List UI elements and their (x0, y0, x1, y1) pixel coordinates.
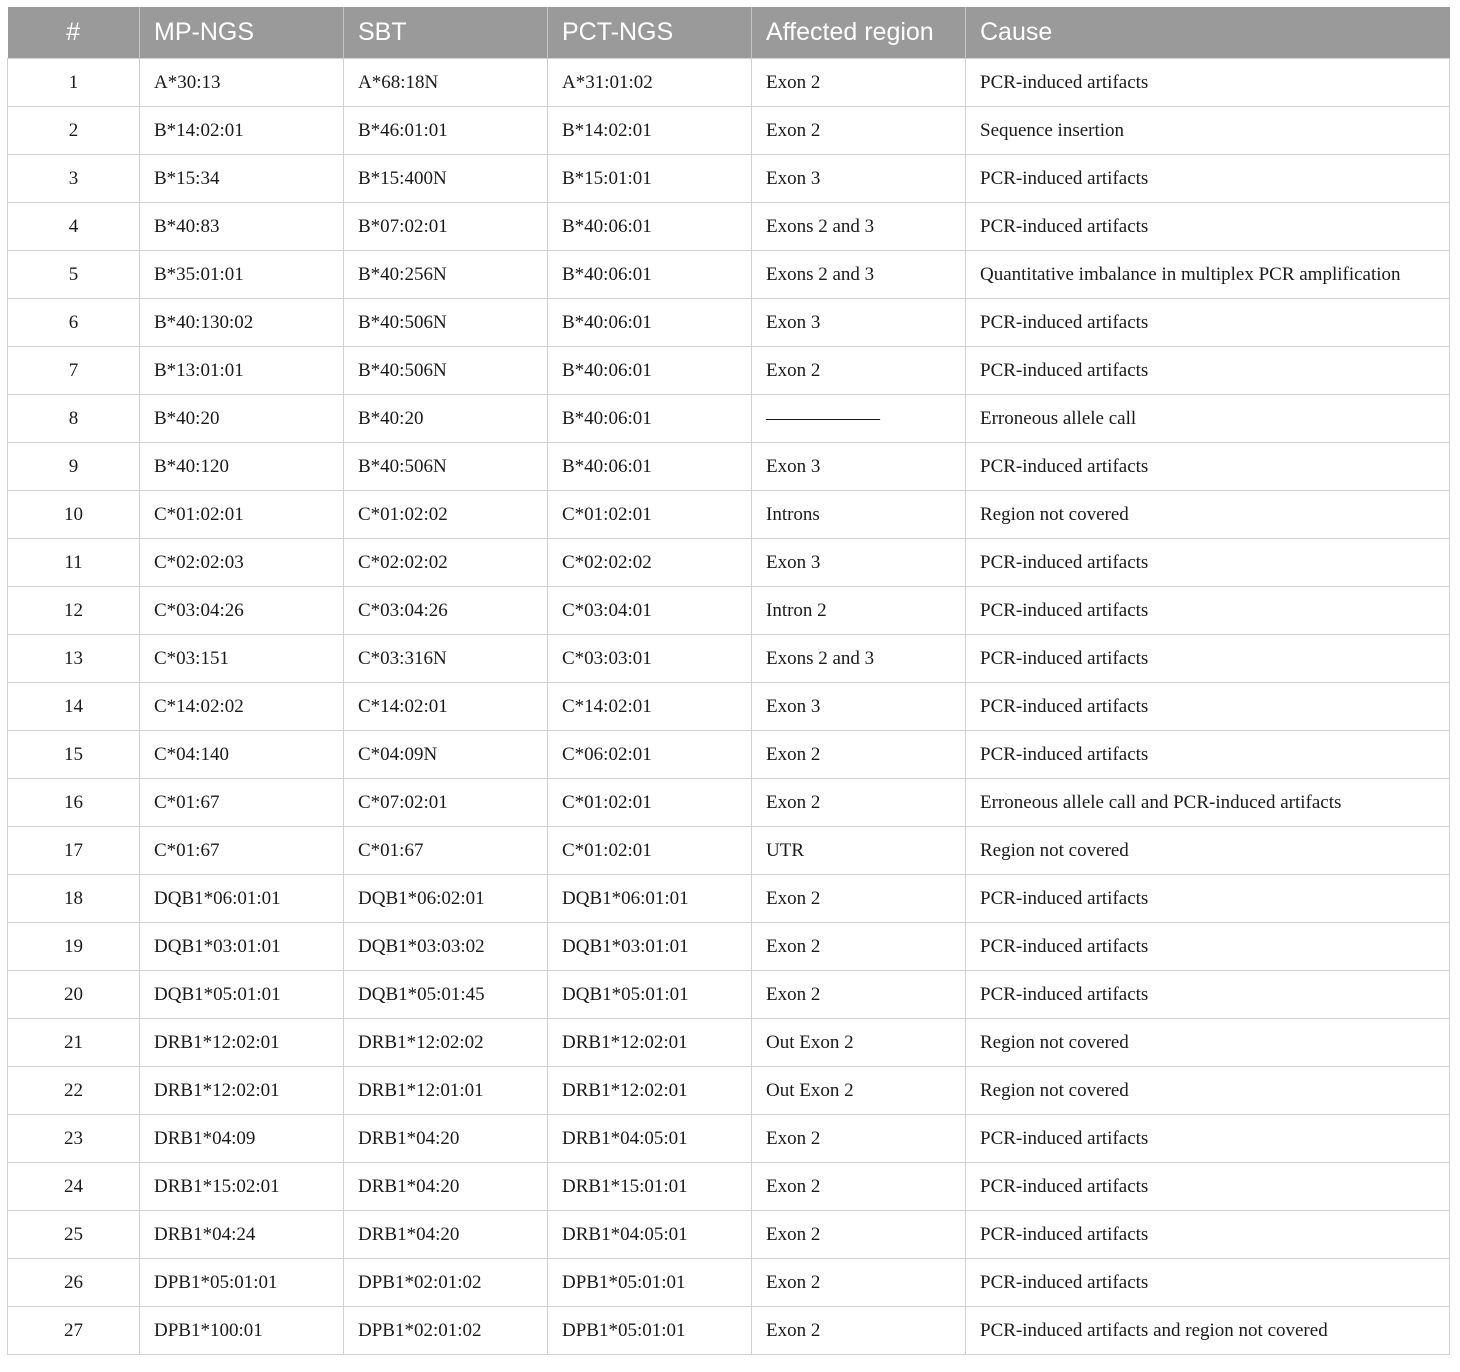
cell-sbt: C*07:02:01 (344, 779, 548, 827)
cell-cause: Sequence insertion (966, 107, 1450, 155)
cell-pct-ngs: A*31:01:02 (548, 59, 752, 107)
cell-affected-region: Exon 2 (752, 59, 966, 107)
cell-cause: PCR-induced artifacts (966, 299, 1450, 347)
cell-number: 5 (8, 251, 140, 299)
cell-sbt: C*01:67 (344, 827, 548, 875)
cell-mp-ngs: DRB1*15:02:01 (140, 1163, 344, 1211)
cell-sbt: B*40:20 (344, 395, 548, 443)
cell-affected-region: Exon 2 (752, 971, 966, 1019)
cell-pct-ngs: C*01:02:01 (548, 491, 752, 539)
cell-affected-region: Exons 2 and 3 (752, 251, 966, 299)
table-row (8, 1307, 1450, 1355)
table-row (8, 875, 1450, 923)
table-row (8, 1067, 1450, 1115)
cell-number: 8 (8, 395, 140, 443)
cell-affected-region: Introns (752, 491, 966, 539)
cell-pct-ngs: DQB1*06:01:01 (548, 875, 752, 923)
cell-sbt: C*14:02:01 (344, 683, 548, 731)
header-mp-ngs: MP-NGS (140, 7, 344, 59)
cell-number: 20 (8, 971, 140, 1019)
cell-cause: PCR-induced artifacts (966, 875, 1450, 923)
cell-pct-ngs: B*40:06:01 (548, 443, 752, 491)
cell-pct-ngs: C*01:02:01 (548, 779, 752, 827)
cell-number: 2 (8, 107, 140, 155)
cell-sbt: C*03:316N (344, 635, 548, 683)
cell-affected-region: Intron 2 (752, 587, 966, 635)
cell-sbt: DRB1*04:20 (344, 1115, 548, 1163)
cell-affected-region: —————— (752, 395, 966, 443)
cell-mp-ngs: C*02:02:03 (140, 539, 344, 587)
cell-number: 24 (8, 1163, 140, 1211)
cell-pct-ngs: B*40:06:01 (548, 203, 752, 251)
cell-mp-ngs: C*01:67 (140, 779, 344, 827)
header-row (8, 7, 1450, 59)
table-row (8, 635, 1450, 683)
table-row (8, 59, 1450, 107)
cell-sbt: DPB1*02:01:02 (344, 1307, 548, 1355)
table-row (8, 107, 1450, 155)
cell-cause: PCR-induced artifacts (966, 347, 1450, 395)
cell-pct-ngs: DRB1*12:02:01 (548, 1067, 752, 1115)
cell-mp-ngs: C*14:02:02 (140, 683, 344, 731)
cell-affected-region: Out Exon 2 (752, 1019, 966, 1067)
header-affected-region: Affected region (752, 7, 966, 59)
table-row (8, 539, 1450, 587)
cell-mp-ngs: C*01:02:01 (140, 491, 344, 539)
cell-affected-region: Exon 2 (752, 347, 966, 395)
cell-sbt: DQB1*03:03:02 (344, 923, 548, 971)
cell-cause: PCR-induced artifacts (966, 59, 1450, 107)
cell-sbt: B*15:400N (344, 155, 548, 203)
cell-mp-ngs: DQB1*03:01:01 (140, 923, 344, 971)
header-sbt: SBT (344, 7, 548, 59)
cell-sbt: C*03:04:26 (344, 587, 548, 635)
cell-affected-region: Exon 2 (752, 923, 966, 971)
cell-number: 13 (8, 635, 140, 683)
allele-discrepancy-table-container (7, 7, 1449, 1355)
cell-cause: Quantitative imbalance in multiplex PCR amplification (966, 251, 1450, 299)
cell-sbt: C*04:09N (344, 731, 548, 779)
cell-sbt: C*01:02:02 (344, 491, 548, 539)
allele-discrepancy-table (7, 7, 1450, 1355)
cell-cause: PCR-induced artifacts (966, 155, 1450, 203)
header-pct-ngs: PCT-NGS (548, 7, 752, 59)
cell-affected-region: Exon 2 (752, 731, 966, 779)
cell-cause: PCR-induced artifacts (966, 443, 1450, 491)
cell-cause: PCR-induced artifacts (966, 1259, 1450, 1307)
cell-pct-ngs: C*06:02:01 (548, 731, 752, 779)
cell-cause: PCR-induced artifacts (966, 1115, 1450, 1163)
cell-cause: PCR-induced artifacts and region not covered (966, 1307, 1450, 1355)
cell-mp-ngs: B*35:01:01 (140, 251, 344, 299)
cell-cause: PCR-induced artifacts (966, 731, 1450, 779)
cell-mp-ngs: C*01:67 (140, 827, 344, 875)
cell-number: 16 (8, 779, 140, 827)
cell-affected-region: Exon 2 (752, 1307, 966, 1355)
table-row (8, 1163, 1450, 1211)
cell-number: 27 (8, 1307, 140, 1355)
cell-sbt: B*07:02:01 (344, 203, 548, 251)
cell-affected-region: Exon 2 (752, 875, 966, 923)
cell-sbt: DRB1*04:20 (344, 1211, 548, 1259)
cell-cause: Region not covered (966, 827, 1450, 875)
cell-sbt: DRB1*12:01:01 (344, 1067, 548, 1115)
table-row (8, 299, 1450, 347)
cell-pct-ngs: C*03:03:01 (548, 635, 752, 683)
cell-sbt: B*40:506N (344, 299, 548, 347)
cell-affected-region: Out Exon 2 (752, 1067, 966, 1115)
cell-pct-ngs: DRB1*15:01:01 (548, 1163, 752, 1211)
cell-pct-ngs: DRB1*04:05:01 (548, 1211, 752, 1259)
cell-mp-ngs: B*40:130:02 (140, 299, 344, 347)
cell-cause: PCR-induced artifacts (966, 587, 1450, 635)
table-header (8, 7, 1450, 59)
cell-mp-ngs: B*15:34 (140, 155, 344, 203)
table-row (8, 395, 1450, 443)
table-row (8, 731, 1450, 779)
table-row (8, 203, 1450, 251)
cell-sbt: B*40:506N (344, 347, 548, 395)
cell-number: 6 (8, 299, 140, 347)
cell-mp-ngs: DPB1*100:01 (140, 1307, 344, 1355)
cell-mp-ngs: B*14:02:01 (140, 107, 344, 155)
cell-sbt: B*46:01:01 (344, 107, 548, 155)
cell-mp-ngs: B*40:120 (140, 443, 344, 491)
cell-affected-region: Exon 2 (752, 779, 966, 827)
cell-number: 22 (8, 1067, 140, 1115)
cell-affected-region: Exons 2 and 3 (752, 203, 966, 251)
cell-number: 12 (8, 587, 140, 635)
cell-mp-ngs: DRB1*04:24 (140, 1211, 344, 1259)
cell-cause: Erroneous allele call (966, 395, 1450, 443)
cell-affected-region: Exon 3 (752, 299, 966, 347)
cell-sbt: B*40:256N (344, 251, 548, 299)
cell-number: 1 (8, 59, 140, 107)
table-row (8, 923, 1450, 971)
cell-number: 23 (8, 1115, 140, 1163)
cell-number: 9 (8, 443, 140, 491)
cell-cause: PCR-induced artifacts (966, 635, 1450, 683)
cell-affected-region: Exon 2 (752, 107, 966, 155)
cell-mp-ngs: C*03:151 (140, 635, 344, 683)
cell-cause: PCR-induced artifacts (966, 971, 1450, 1019)
cell-cause: Region not covered (966, 1019, 1450, 1067)
table-row (8, 251, 1450, 299)
cell-cause: Region not covered (966, 491, 1450, 539)
cell-pct-ngs: B*14:02:01 (548, 107, 752, 155)
table-row (8, 683, 1450, 731)
cell-number: 11 (8, 539, 140, 587)
table-row (8, 443, 1450, 491)
cell-affected-region: Exon 3 (752, 155, 966, 203)
cell-pct-ngs: DRB1*12:02:01 (548, 1019, 752, 1067)
table-row (8, 1259, 1450, 1307)
cell-number: 21 (8, 1019, 140, 1067)
cell-mp-ngs: DQB1*05:01:01 (140, 971, 344, 1019)
cell-mp-ngs: DPB1*05:01:01 (140, 1259, 344, 1307)
table-row (8, 155, 1450, 203)
cell-cause: PCR-induced artifacts (966, 539, 1450, 587)
cell-pct-ngs: B*40:06:01 (548, 251, 752, 299)
cell-pct-ngs: B*40:06:01 (548, 347, 752, 395)
cell-cause: Erroneous allele call and PCR-induced artifacts (966, 779, 1450, 827)
cell-number: 26 (8, 1259, 140, 1307)
cell-affected-region: Exons 2 and 3 (752, 635, 966, 683)
table-row (8, 1115, 1450, 1163)
cell-affected-region: Exon 2 (752, 1259, 966, 1307)
cell-pct-ngs: DRB1*04:05:01 (548, 1115, 752, 1163)
cell-sbt: DRB1*12:02:02 (344, 1019, 548, 1067)
cell-sbt: C*02:02:02 (344, 539, 548, 587)
cell-affected-region: Exon 3 (752, 539, 966, 587)
cell-sbt: DPB1*02:01:02 (344, 1259, 548, 1307)
cell-number: 25 (8, 1211, 140, 1259)
table-row (8, 779, 1450, 827)
cell-sbt: A*68:18N (344, 59, 548, 107)
cell-pct-ngs: DQB1*03:01:01 (548, 923, 752, 971)
cell-pct-ngs: C*03:04:01 (548, 587, 752, 635)
table-body (8, 59, 1450, 1355)
table-row (8, 827, 1450, 875)
cell-mp-ngs: B*40:83 (140, 203, 344, 251)
cell-number: 10 (8, 491, 140, 539)
table-row (8, 347, 1450, 395)
cell-number: 15 (8, 731, 140, 779)
cell-affected-region: Exon 3 (752, 443, 966, 491)
cell-affected-region: UTR (752, 827, 966, 875)
cell-mp-ngs: B*13:01:01 (140, 347, 344, 395)
cell-affected-region: Exon 2 (752, 1115, 966, 1163)
cell-cause: PCR-induced artifacts (966, 203, 1450, 251)
header-cause: Cause (966, 7, 1450, 59)
cell-affected-region: Exon 3 (752, 683, 966, 731)
cell-mp-ngs: DRB1*12:02:01 (140, 1019, 344, 1067)
cell-number: 18 (8, 875, 140, 923)
cell-pct-ngs: B*40:06:01 (548, 299, 752, 347)
cell-mp-ngs: DRB1*04:09 (140, 1115, 344, 1163)
cell-mp-ngs: C*04:140 (140, 731, 344, 779)
table-row (8, 1211, 1450, 1259)
cell-sbt: B*40:506N (344, 443, 548, 491)
cell-mp-ngs: DRB1*12:02:01 (140, 1067, 344, 1115)
cell-mp-ngs: A*30:13 (140, 59, 344, 107)
header-number: # (8, 7, 140, 59)
cell-affected-region: Exon 2 (752, 1163, 966, 1211)
cell-pct-ngs: C*02:02:02 (548, 539, 752, 587)
cell-number: 3 (8, 155, 140, 203)
cell-cause: Region not covered (966, 1067, 1450, 1115)
table-row (8, 491, 1450, 539)
cell-pct-ngs: C*14:02:01 (548, 683, 752, 731)
cell-pct-ngs: DQB1*05:01:01 (548, 971, 752, 1019)
cell-number: 4 (8, 203, 140, 251)
table-row (8, 1019, 1450, 1067)
cell-pct-ngs: DPB1*05:01:01 (548, 1259, 752, 1307)
cell-pct-ngs: B*40:06:01 (548, 395, 752, 443)
cell-mp-ngs: DQB1*06:01:01 (140, 875, 344, 923)
cell-pct-ngs: C*01:02:01 (548, 827, 752, 875)
cell-pct-ngs: DPB1*05:01:01 (548, 1307, 752, 1355)
cell-number: 14 (8, 683, 140, 731)
cell-cause: PCR-induced artifacts (966, 1211, 1450, 1259)
cell-number: 7 (8, 347, 140, 395)
table-row (8, 587, 1450, 635)
cell-pct-ngs: B*15:01:01 (548, 155, 752, 203)
cell-sbt: DRB1*04:20 (344, 1163, 548, 1211)
cell-mp-ngs: C*03:04:26 (140, 587, 344, 635)
cell-affected-region: Exon 2 (752, 1211, 966, 1259)
table-row (8, 971, 1450, 1019)
cell-cause: PCR-induced artifacts (966, 1163, 1450, 1211)
cell-sbt: DQB1*05:01:45 (344, 971, 548, 1019)
cell-cause: PCR-induced artifacts (966, 683, 1450, 731)
cell-sbt: DQB1*06:02:01 (344, 875, 548, 923)
cell-mp-ngs: B*40:20 (140, 395, 344, 443)
cell-number: 17 (8, 827, 140, 875)
cell-cause: PCR-induced artifacts (966, 923, 1450, 971)
cell-number: 19 (8, 923, 140, 971)
